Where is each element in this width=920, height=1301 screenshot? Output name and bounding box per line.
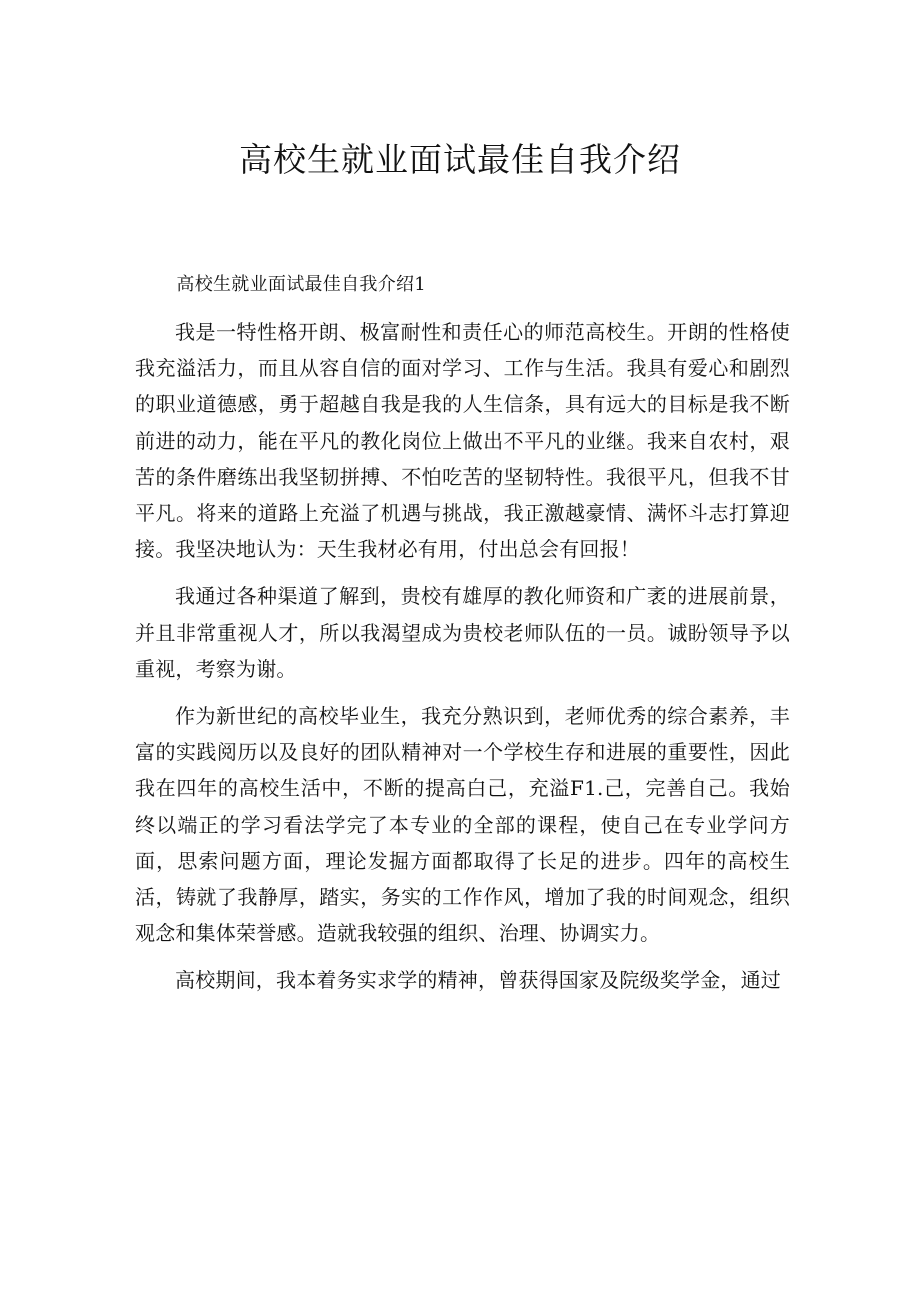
document-title: 高校生就业面试最佳自我介绍 bbox=[239, 140, 681, 179]
section-heading: 高校生就业面试最佳自我介绍1 bbox=[176, 274, 427, 295]
paragraph-1: 我是一特性格开朗、极富耐性和责任心的师范高校生。开朗的性格使我充溢活力，而且从容自信的面对学习、工作与生活。我具有爱心和剧烈的职业道德感，勇于超越自我是我的人生信条，具有远大的目标是我不断前进的动力，能在平凡的教化岗位上做出不平凡的业继。我来自农村，艰苦的条件磨练出我坚韧拼搏、不怕吃苦的坚韧特性。我很平凡，但我不甘平凡。将来的道路上充溢了机遇与挑战，我正激越豪情、满怀斗志打算迎接。我坚决地认为：天生我材必有用，付出总会有回报！ bbox=[135, 320, 790, 562]
paragraph-3: 作为新世纪的高校毕业生，我充分熟识到，老师优秀的综合素养，丰富的实践阅历以及良好的团队精神对一个学校生存和进展的重要性，因此我在四年的高校生活中，不断的提高白己，充溢F1.己，完善自己。我始终以端正的学习看法学完了本专业的全部的课程，使自己在专业学问方面，思索问题方面，理论发掘方面都取得了长足的进步。四年的高校生活，铸就了我静厚，踏实，务实的工作作风，增加了我的时间观念，组织观念和集体荣誉感。造就我较强的组织、治理、协调实力。 bbox=[135, 704, 790, 946]
paragraph-4: 高校期间，我本着务实求学的精神，曾获得国家及院级奖学金，通过 bbox=[175, 968, 781, 993]
document-body bbox=[135, 267, 790, 999]
paragraph-2: 我通过各种渠道了解到，贵校有雄厚的教化师资和广袤的进展前景，并且非常重视人才，所以我渴望成为贵校老师队伍的一员。诚盼领导予以重视，考察为谢。 bbox=[135, 584, 790, 681]
